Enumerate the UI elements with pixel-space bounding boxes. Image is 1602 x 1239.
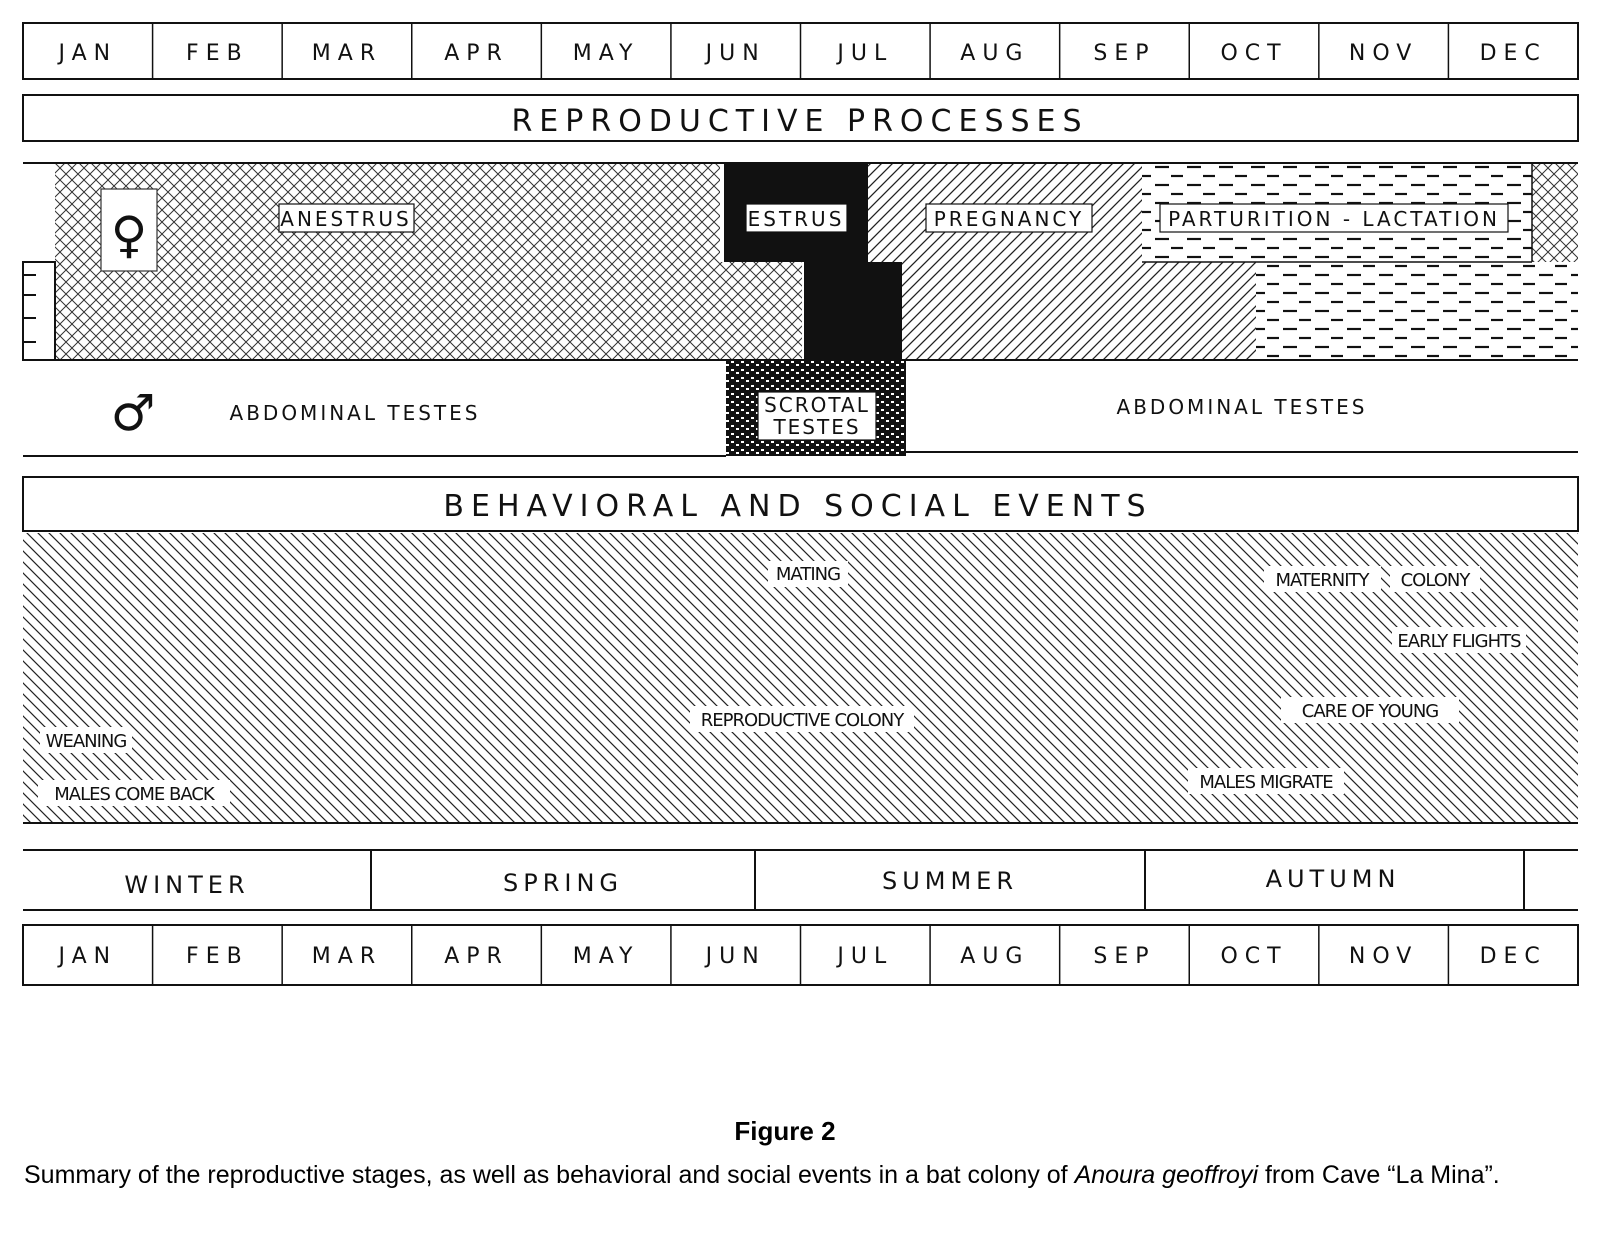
parturition-lactation-label: PARTURITION - LACTATION: [1168, 207, 1500, 231]
reproductive-colony-label: REPRODUCTIVE COLONY: [700, 710, 904, 731]
month-bottom-mar: MAR: [311, 944, 383, 969]
month-top-jun: JUN: [705, 41, 766, 66]
month-top-may: MAY: [572, 41, 640, 66]
season-spring: SPRING: [502, 869, 624, 897]
males-come-back-label: MALES COME BACK: [54, 784, 214, 805]
month-bottom-may: MAY: [572, 944, 640, 969]
weaning-label: WEANING: [45, 731, 127, 752]
species-name: Anoura geoffroyi: [1074, 1161, 1259, 1189]
month-bar-bottom: [23, 925, 1578, 985]
male-band: [23, 360, 1578, 456]
month-bottom-oct: OCT: [1220, 944, 1288, 969]
anestrus-label: ANESTRUS: [280, 207, 412, 231]
month-top-feb: FEB: [186, 41, 249, 66]
season-summer: SUMMER: [881, 867, 1019, 895]
behavioral-title: BEHAVIORAL AND SOCIAL EVENTS: [443, 489, 1153, 524]
month-top-dec: DEC: [1479, 41, 1547, 66]
care-of-young-label: CARE OF YOUNG: [1301, 701, 1439, 722]
anestrus-region-extension: [720, 262, 802, 360]
testes-label: TESTES: [773, 415, 861, 439]
month-bottom-jan: JAN: [58, 944, 118, 969]
female-band: [23, 163, 1578, 360]
month-bottom-dec: DEC: [1479, 944, 1547, 969]
estrus-label: ESTRUS: [747, 207, 845, 231]
left-tick-box: [23, 262, 55, 360]
pregnancy-label: PREGNANCY: [933, 207, 1085, 231]
caption-text-before: Summary of the reproductive stages, as well as behavioral and social events in a bat colony of: [24, 1161, 1075, 1189]
colony-label: COLONY: [1400, 570, 1470, 591]
month-bottom-sep: SEP: [1093, 944, 1156, 969]
scrotal-label: SCROTAL: [764, 393, 870, 417]
caption-text-after: from Cave “La Mina”.: [1258, 1161, 1500, 1189]
reproductive-title: REPRODUCTIVE PROCESSES: [511, 104, 1089, 139]
figure-title: Figure 2: [734, 1116, 836, 1146]
female-symbol-icon: ♀: [110, 206, 148, 264]
behavioral-band: [23, 533, 1578, 823]
month-bottom-feb: FEB: [186, 944, 249, 969]
figure-caption: [24, 1154, 1584, 1196]
december-anestrus-region: [1532, 163, 1578, 262]
month-bottom-aug: AUG: [960, 944, 1030, 969]
month-top-jan: JAN: [58, 41, 118, 66]
month-top-sep: SEP: [1093, 41, 1156, 66]
early-flights-label: EARLY FLIGHTS: [1397, 631, 1521, 652]
season-autumn: AUTUMN: [1265, 865, 1401, 893]
month-top-jul: JUL: [837, 41, 894, 66]
season-bar: [23, 850, 1578, 910]
month-bar-top: [23, 23, 1578, 79]
month-top-oct: OCT: [1220, 41, 1288, 66]
month-top-mar: MAR: [311, 41, 383, 66]
male-symbol-icon: ♂: [110, 384, 156, 442]
season-winter: WINTER: [124, 871, 250, 899]
behavioral-header: [23, 477, 1578, 531]
month-bottom-apr: APR: [444, 944, 509, 969]
month-bottom-jul: JUL: [837, 944, 894, 969]
males-migrate-label: MALES MIGRATE: [1199, 772, 1333, 793]
mating-label: MATING: [775, 564, 841, 585]
maternity-label: MATERNITY: [1275, 570, 1369, 591]
month-bottom-nov: NOV: [1348, 944, 1419, 969]
abdominal-testes-left-label: ABDOMINAL TESTES: [229, 401, 481, 425]
month-top-aug: AUG: [960, 41, 1030, 66]
month-bottom-jun: JUN: [705, 944, 766, 969]
month-top-apr: APR: [444, 41, 509, 66]
month-top-nov: NOV: [1348, 41, 1419, 66]
abdominal-testes-right-label: ABDOMINAL TESTES: [1116, 395, 1368, 419]
reproductive-header: [23, 95, 1578, 141]
